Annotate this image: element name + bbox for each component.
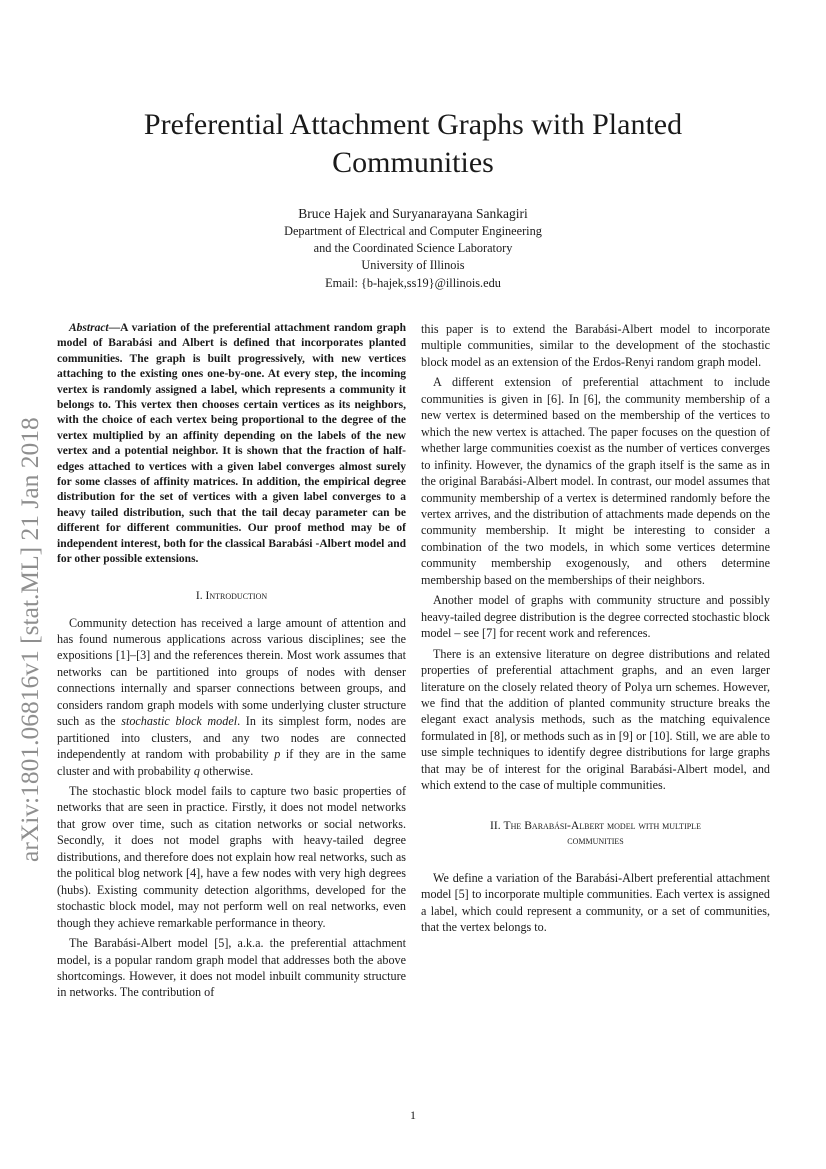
section-2-heading xyxy=(421,818,770,848)
intro-p1-text-d: otherwise. xyxy=(199,763,254,778)
arxiv-identifier: arXiv:1801.06816v1 [stat.ML] 21 Jan 2018 xyxy=(15,417,44,862)
intro-p1-text-c: if they are in the same cluster and with probability xyxy=(57,747,406,778)
intro-paragraph-1 xyxy=(57,615,406,780)
intro-paragraph-6: Another model of graphs with community structure and possibly heavy-tailed degree distribution is the degree corrected stochastic block model – see [7] for recent work and references. xyxy=(421,593,770,641)
intro-p1-var-q: q xyxy=(193,763,200,778)
intro-p1-text-b: . In its simplest form, nodes are partitioned into clusters, and any two nodes are connected independently at random with probability xyxy=(57,714,406,762)
intro-paragraph-4: this paper is to extend the Barabási-Albert model to incorporate multiple communities, similar to the development of the stochastic block model as an extension of the Erdos-Renyi random graph model. xyxy=(421,322,770,369)
section-2-title-line2: communities xyxy=(567,833,624,847)
section-2-number: II. xyxy=(490,818,504,832)
section-1-number: I. xyxy=(195,588,206,602)
abstract-lead: Abstract xyxy=(69,322,109,334)
paper-title: Preferential Attachment Graphs with Planted Communities xyxy=(143,108,683,179)
page-number: 1 xyxy=(410,1108,416,1122)
intro-paragraph-7: There is an extensive literature on degree distributions and related properties of preferential attachment graphs, and an even larger literature on the closely related theory of Polya urn schemes. However, we find that the addition of planted community structure breaks the elegant exact analysis methods, such as the matching equivalence formulated in [8], or methods such as in [9] or [10]. Still, we are able to use simple techniques to identify degree distributions for large graphs that may be of interest for the original Barabási-Albert model, and which extend to the case of multiple communities. xyxy=(421,646,770,793)
section-2-title-line1: The Barabási-Albert model with multiple xyxy=(503,818,701,832)
intro-paragraph-5: A different extension of preferential attachment to include communities is given in [6]. In [6], the community membership of a new vertex is determined based on the membership of the vertices to which the new vertex is attached. The paper focuses on the question of whether large communities coexist as the number of vertices converges to infinity. However, the dynamics of the graph itself is the same as in the original Barabási-Albert model. In contrast, our model assumes that community membership of a vertex is determined randomly before the vertex arrives, and the distribution of attachments made depends on the community membership. It might be interesting to consider a combination of the two models, in which some vertices determine community membership exogenously, and others determine membership based on the memberships of their neighbors. xyxy=(421,375,770,587)
affiliation-university: University of Illinois xyxy=(361,258,465,273)
author-names: Bruce Hajek and Suryanarayana Sankagiri xyxy=(298,206,528,221)
section-1-title: Introduction xyxy=(205,588,268,602)
abstract xyxy=(57,321,406,568)
left-column xyxy=(57,321,406,1005)
right-column xyxy=(421,321,770,940)
model-paragraph-1: We define a variation of the Barabási-Albert preferential attachment model [5] to incorporate multiple communities. Each vertex is assigned a label, which could represent a community, or a set of communities, that the vertex belongs to. xyxy=(421,870,770,935)
abstract-text: —A variation of the preferential attachment random graph model of Barabási and Albert is defined that incorporates planted communities. The graph is built progressively, with new vertices attaching to the existing ones one-by-one. At every step, the incoming vertex is randomly assigned a label, which represents a community it belongs to. This vertex then chooses certain vertices as its neighbors, with the choice of each vertex being proportional to the degree of the vertex multiplied by an affinity depending on the labels of the new vertex and a potential neighbor. It is shown that the fraction of half-edges attached to vertices with a given label converges almost surely for some classes of affinity matrices. In addition, the empirical degree distribution for the set of vertices with a given label converges to a heavy tailed distribution, such that the tail decay parameter can be different for different communities. Our proof method may be of independent interest, both for the classical Barabási -Albert model and for other possible extensions. xyxy=(57,322,406,566)
intro-p1-emphasis: stochastic block model xyxy=(121,714,238,729)
arxiv-sidebar xyxy=(0,332,60,862)
intro-paragraph-3: The Barabási-Albert model [5], a.k.a. the preferential attachment model, is a popular random graph model that addresses both the above shortcomings. However, it does not model inbuilt community structure in networks. The contribution of xyxy=(57,936,406,1000)
intro-p1-var-p: p xyxy=(274,747,281,762)
section-1-heading xyxy=(57,588,406,603)
author-email: Email: {b-hajek,ss19}@illinois.edu xyxy=(325,275,501,290)
affiliation-department: Department of Electrical and Computer Engineering xyxy=(284,224,542,238)
intro-paragraph-2: The stochastic block model fails to capture two basic properties of networks that are seen in practice. Firstly, it does not model networks that grow over time, such as citation networks or social networks. Secondly, it does not model graphs with heavy-tailed degree distributions, and therefore does not explain how real networks, such as the political blog network [4], have a few nodes with very high degrees (hubs). Existing community detection algorithms, developed for the stochastic block model, may not perform well on real networks, even though they achieve remarkable performance in theory. xyxy=(57,784,406,930)
author-block xyxy=(100,205,726,292)
affiliation-lab: and the Coordinated Science Laboratory xyxy=(313,241,513,256)
intro-p1-text-a: Community detection has received a large amount of attention and has found numerous applications across various disciplines; see the expositions [1]–[3] and the references therein. Most work assumes that networks can be partitioned into groups of nodes with denser connections internally and sparser connections between groups, and considers random graph models with some underlying cluster structure such as the xyxy=(57,615,406,729)
